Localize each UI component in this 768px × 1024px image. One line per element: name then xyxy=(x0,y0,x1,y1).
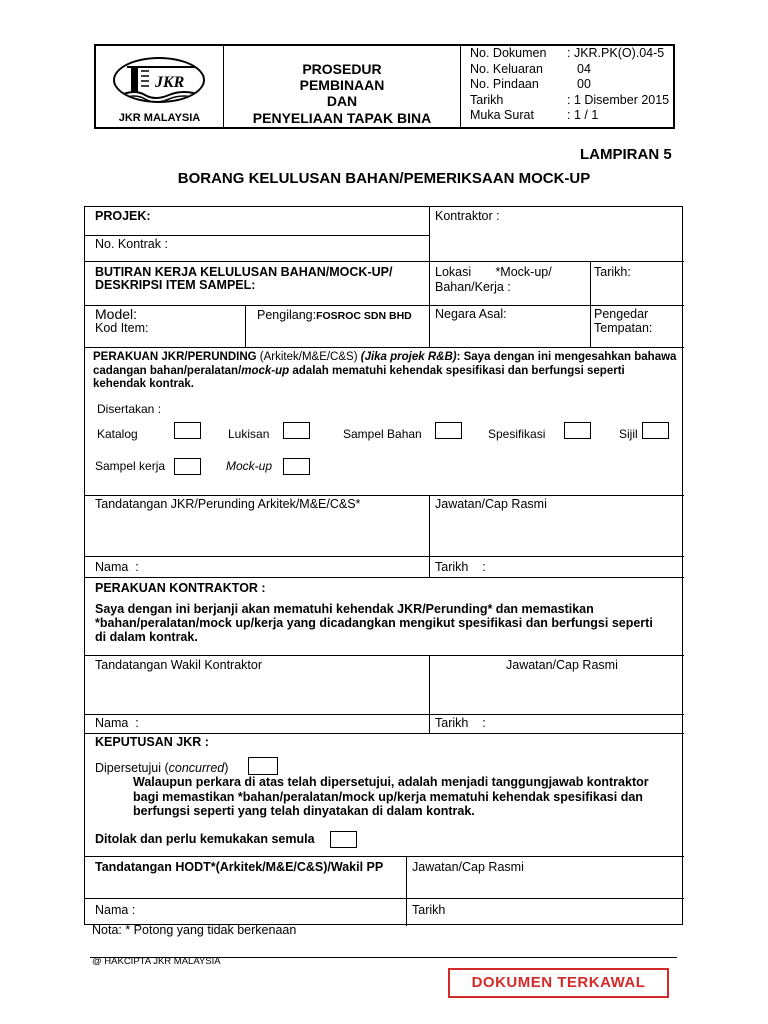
logo-caption: JKR MALAYSIA xyxy=(118,112,201,124)
keputusan-nama-label: Nama : xyxy=(95,903,136,917)
hodt-signature-label: Tandatangan HODT*(Arkitek/M&E/C&S)/Wakil PP xyxy=(95,860,384,874)
meta-key: Tarikh xyxy=(470,92,504,107)
ditolak-label: Ditolak dan perlu kemukakan semula xyxy=(95,832,315,846)
perakuan-jkr-line2 xyxy=(93,364,625,378)
keputusan-jawatan-label: Jawatan/Cap Rasmi xyxy=(412,860,524,874)
projek-label: PROJEK: xyxy=(95,209,151,223)
meta-value: : 1 Disember 2015 xyxy=(567,92,670,107)
nota-text: Nota: * Potong yang tidak berkenaan xyxy=(92,923,297,937)
sampel-bahan-checkbox[interactable] xyxy=(435,422,462,439)
dipersetujui-checkbox[interactable] xyxy=(248,757,278,775)
dipersetujui-it: concurred xyxy=(168,761,225,775)
kontraktor-jawatan-label: Jawatan/Cap Rasmi xyxy=(506,658,618,672)
logo-text: JKR xyxy=(155,74,185,91)
kontraktor-text-2: *bahan/peralatan/mock up/kerja yang dicadangkan mengikut spesifikasi dan berfungsi seperti xyxy=(95,616,653,630)
sampel-kerja-label: Sampel kerja xyxy=(95,459,166,473)
kontraktor-signature-label: Tandatangan Wakil Kontraktor xyxy=(95,658,262,672)
meta-key: No. Dokumen xyxy=(470,46,547,60)
pengilang-field xyxy=(257,308,412,323)
kontraktor-label: Kontraktor : xyxy=(435,209,500,223)
approval-form xyxy=(84,206,683,925)
meta-value: : JKR.PK(O).04-5 xyxy=(567,46,665,60)
heading-rest: : Saya dengan ini mengesahkan bahawa xyxy=(456,351,677,363)
document-meta xyxy=(461,46,673,127)
pengilang-label: Pengilang: xyxy=(257,308,317,322)
sampel-kerja-checkbox[interactable] xyxy=(174,458,201,475)
pengilang-value: FOSROC SDN BHD xyxy=(316,310,412,322)
meta-value: 00 xyxy=(577,77,591,91)
line2-a: cadangan bahan/peralatan/ xyxy=(93,365,242,377)
heading-paren: (Arkitek/M&E/C&S) xyxy=(256,351,361,363)
meta-key: No. Pindaan xyxy=(470,77,539,91)
kontraktor-text-1: Saya dengan ini berjanji akan mematuhi kehendak JKR/Perunding* dan memastikan xyxy=(95,602,594,616)
spesifikasi-checkbox[interactable] xyxy=(564,422,591,439)
lampiran-label: LAMPIRAN 5 xyxy=(580,146,672,163)
meta-value: : 1 / 1 xyxy=(567,108,599,122)
meta-value: 04 xyxy=(577,61,591,76)
lokasi-label: Lokasi *Mock-up/ xyxy=(435,265,552,279)
disertakan-label: Disertakan : xyxy=(97,402,162,416)
dipersetujui-b: ) xyxy=(224,761,229,775)
butiran-tarikh-label: Tarikh: xyxy=(594,265,631,279)
keputusan-note-2: bagi memastikan *bahan/peralatan/mock up/kerja mematuhi kehendak spesifikasi dan xyxy=(133,790,643,804)
pengedar-label-2: Tempatan: xyxy=(594,321,653,335)
mock-up-checkbox[interactable] xyxy=(283,458,310,475)
heading-italic: (Jika projek R&B) xyxy=(360,351,457,363)
meta-row xyxy=(461,77,673,93)
kontraktor-tarikh-label: Tarikh : xyxy=(435,716,486,730)
perakuan-jkr-heading xyxy=(93,350,676,364)
model-label: Model: xyxy=(95,306,138,322)
lokasi-label-2: Bahan/Kerja : xyxy=(435,280,511,294)
title-line: PEMBINAAN xyxy=(299,77,385,93)
jkr-tarikh-label: Tarikh : xyxy=(435,560,486,574)
jkr-signature-label: Tandatangan JKR/Perunding Arkitek/M&E/C&S* xyxy=(95,497,361,511)
butiran-label: BUTIRAN KERJA KELULUSAN BAHAN/MOCK-UP/ xyxy=(95,265,393,279)
butiran-label-2: DESKRIPSI ITEM SAMPEL: xyxy=(95,278,256,292)
mock-up-label: Mock-up xyxy=(226,459,273,473)
pengedar-label: Pengedar xyxy=(594,307,649,321)
jkr-jawatan-label: Jawatan/Cap Rasmi xyxy=(435,497,547,511)
perakuan-jkr-line3: kehendak kontrak. xyxy=(93,378,194,390)
kod-item-label: Kod Item: xyxy=(95,321,149,335)
keputusan-tarikh-label: Tarikh xyxy=(412,903,446,917)
sijil-label: Sijil xyxy=(619,427,638,441)
document-header xyxy=(94,44,675,129)
title-line: PROSEDUR xyxy=(302,61,382,77)
katalog-checkbox[interactable] xyxy=(174,422,201,439)
line2-it: mock-up xyxy=(241,365,290,377)
meta-row xyxy=(461,108,673,124)
heading-bold: PERAKUAN JKR/PERUNDING xyxy=(93,351,257,363)
kontraktor-nama-label: Nama : xyxy=(95,716,139,730)
title-line: DAN xyxy=(326,93,358,109)
jkr-logo xyxy=(113,57,205,103)
no-kontrak-label: No. Kontrak : xyxy=(95,237,168,251)
sijil-checkbox[interactable] xyxy=(642,422,669,439)
perakuan-kontraktor-heading: PERAKUAN KONTRAKTOR : xyxy=(95,581,266,595)
line2-b: adalah mematuhi kehendak spesifikasi dan berfungsi seperti xyxy=(289,365,625,377)
kontraktor-text-3: di dalam kontrak. xyxy=(95,630,198,644)
controlled-document-stamp: DOKUMEN TERKAWAL xyxy=(448,968,669,998)
meta-row xyxy=(461,46,673,62)
dipersetujui-label xyxy=(95,761,228,775)
negara-asal-label: Negara Asal: xyxy=(435,307,507,321)
sampel-bahan-label: Sampel Bahan xyxy=(343,427,422,441)
title-line: PENYELIAAN TAPAK BINA xyxy=(252,110,432,126)
meta-row xyxy=(461,62,673,78)
keputusan-note-3: berfungsi seperti yang telah dinyatakan di dalam kontrak. xyxy=(133,804,475,818)
lukisan-label: Lukisan xyxy=(228,427,270,441)
logo-cell xyxy=(96,46,224,127)
ditolak-checkbox[interactable] xyxy=(330,831,357,848)
copyright-text: @ HAKCIPTA JKR MALAYSIA xyxy=(92,956,221,967)
spesifikasi-label: Spesifikasi xyxy=(488,427,546,441)
meta-key: No. Keluaran xyxy=(470,61,543,76)
jkr-nama-label: Nama : xyxy=(95,560,139,574)
dipersetujui-a: Dipersetujui ( xyxy=(95,761,169,775)
meta-key: Muka Surat xyxy=(470,108,534,122)
keputusan-note-1: Walaupun perkara di atas telah dipersetujui, adalah menjadi tanggungjawab kontraktor xyxy=(133,775,649,789)
lukisan-checkbox[interactable] xyxy=(283,422,310,439)
form-title: BORANG KELULUSAN BAHAN/PEMERIKSAAN MOCK-UP xyxy=(177,170,591,187)
meta-row xyxy=(461,93,673,109)
katalog-label: Katalog xyxy=(97,427,138,441)
procedure-title xyxy=(224,46,461,127)
keputusan-heading: KEPUTUSAN JKR : xyxy=(95,735,209,749)
